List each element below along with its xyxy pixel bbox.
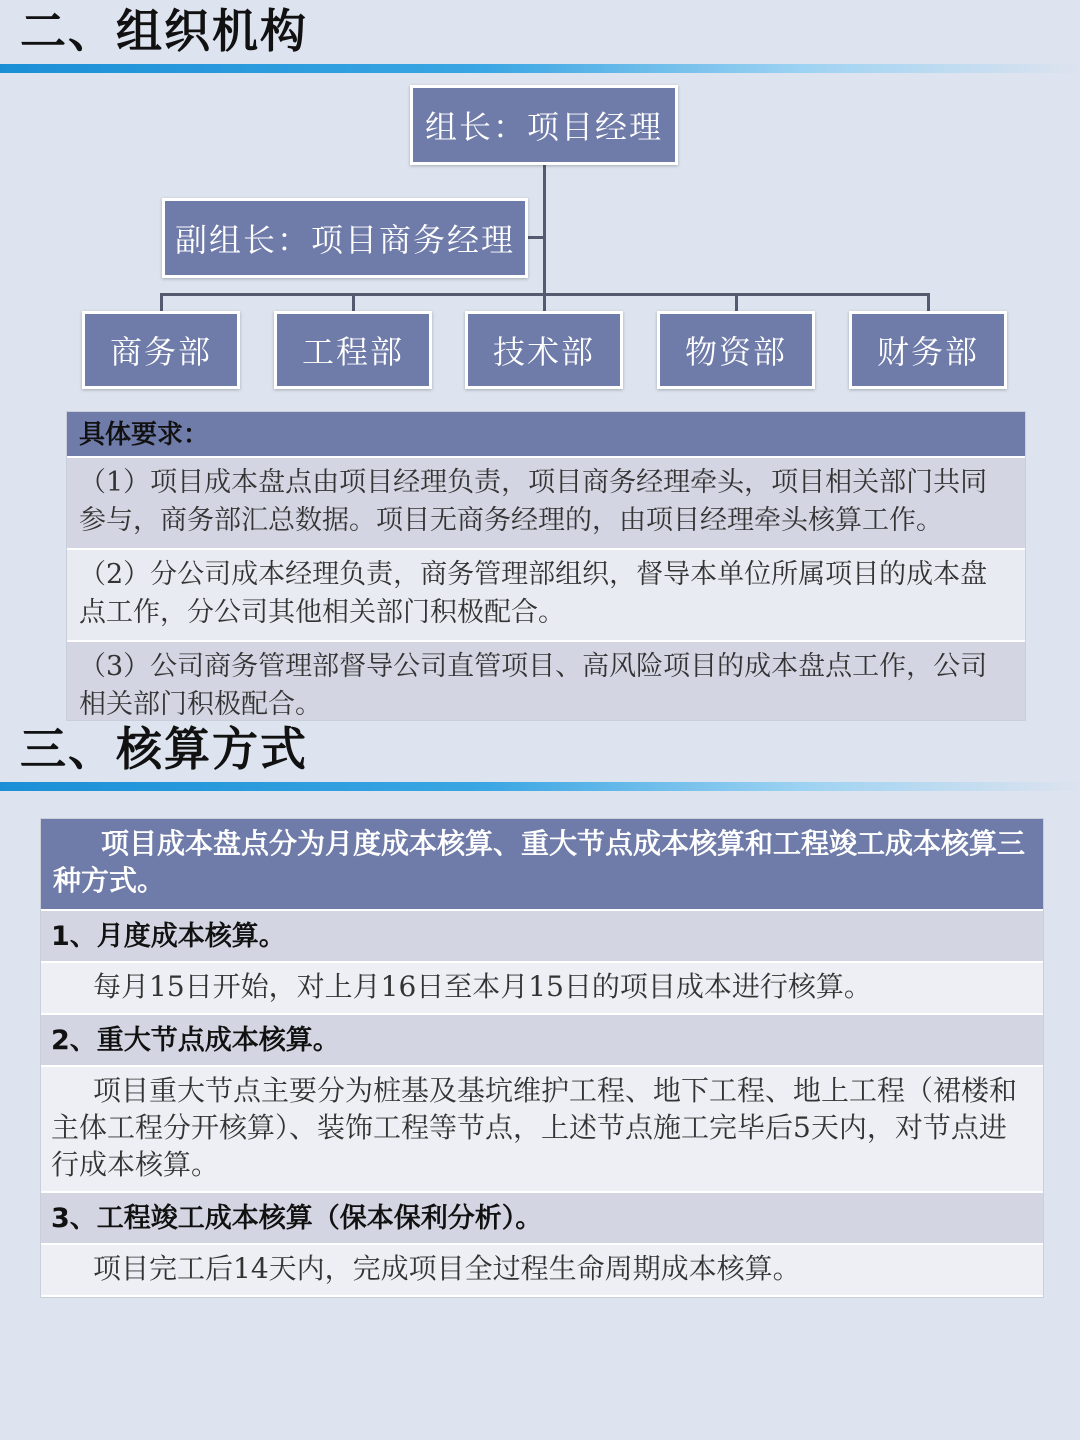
section-title-org: 二、组织机构	[20, 4, 308, 58]
accounting-item-heading: 3、工程竣工成本核算（保本保利分析）。	[41, 1193, 1043, 1245]
accounting-item-heading: 1、月度成本核算。	[41, 911, 1043, 963]
requirement-item: （1）项目成本盘点由项目经理负责，项目商务经理牵头，项目相关部门共同参与，商务部汇总数据。项目无商务经理的，由项目经理牵头核算工作。	[67, 458, 1025, 550]
requirement-item: （2）分公司成本经理负责，商务管理部组织，督导本单位所属项目的成本盘点工作，分公司其他相关部门积极配合。	[67, 550, 1025, 642]
org-connector-drop	[927, 293, 930, 311]
org-dept-materials: 物资部	[657, 311, 815, 389]
org-dept-technical: 技术部	[465, 311, 623, 389]
accounting-item-body: 每月15日开始，对上月16日至本月15日的项目成本进行核算。	[41, 963, 1043, 1015]
org-leader-box: 组长：项目经理	[410, 85, 678, 165]
org-connector-drop	[735, 293, 738, 311]
org-connector-drop	[543, 293, 546, 311]
section-title-accounting: 三、核算方式	[20, 722, 308, 776]
accounting-item-body: 项目重大节点主要分为桩基及基坑维护工程、地下工程、地上工程（裙楼和主体工程分开核算）、装饰工程等节点，上述节点施工完毕后5天内，对节点进行成本核算。	[41, 1067, 1043, 1193]
accounting-item-body: 项目完工后14天内，完成项目全过程生命周期成本核算。	[41, 1245, 1043, 1297]
requirement-item: （3）公司商务管理部督导公司直管项目、高风险项目的成本盘点工作，公司相关部门积极配合。	[67, 642, 1025, 721]
org-connector-drop	[352, 293, 355, 311]
org-connector-vertical	[543, 164, 546, 294]
accounting-intro: 项目成本盘点分为月度成本核算、重大节点成本核算和工程竣工成本核算三种方式。	[41, 819, 1043, 911]
accounting-item-heading: 2、重大节点成本核算。	[41, 1015, 1043, 1067]
org-dept-finance: 财务部	[849, 311, 1007, 389]
title-divider	[0, 782, 1080, 791]
org-connector-drop	[160, 293, 163, 311]
title-divider	[0, 64, 1080, 73]
org-dept-commerce: 商务部	[82, 311, 240, 389]
requirements-header: 具体要求：	[67, 412, 1025, 458]
accounting-table	[40, 818, 1044, 1298]
org-dept-engineering: 工程部	[274, 311, 432, 389]
org-connector-deputy	[528, 236, 544, 239]
requirements-table	[66, 411, 1026, 721]
org-deputy-box: 副组长：项目商务经理	[162, 198, 528, 278]
